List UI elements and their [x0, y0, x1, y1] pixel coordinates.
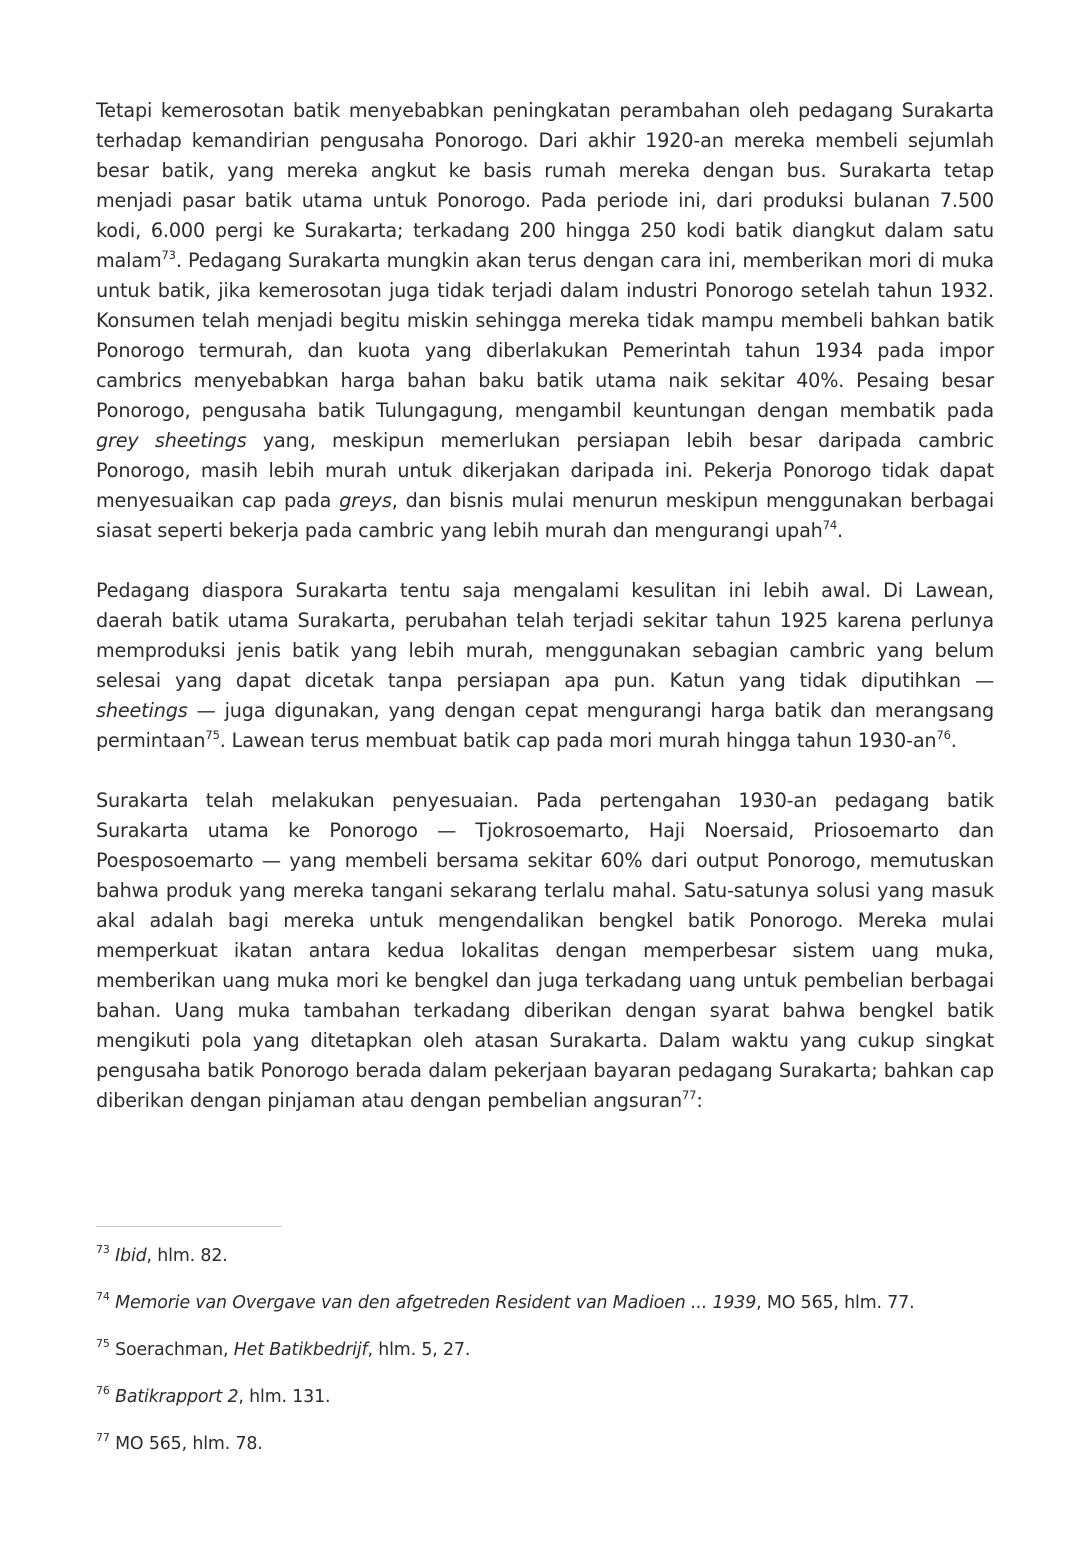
text-run: . Lawean terus membuat batik cap pada mori murah hingga tahun 1930-an — [219, 729, 937, 752]
footnote-75 — [96, 1337, 994, 1363]
italic-text: greys — [339, 489, 392, 512]
text-run: Surakarta telah melakukan penyesuaian. Pada pertengahan 1930-an pedagang batik Surakarta utama ke Ponorogo — Tjokrosoemarto, Haji Noersaid, Priosoemarto dan Poesposoemarto — yang membeli bersama sekitar 60% dari output Ponorogo, memutuskan bahwa produk yang mereka tangani sekarang terlalu mahal. Satu-satunya solusi yang masuk akal adalah bagi mereka untuk mengendalikan bengkel batik Ponorogo. Mereka mulai memperkuat ikatan antara kedua lokalitas dengan memperbesar sistem uang muka, memberikan uang muka mori ke bengkel dan juga terkadang uang untuk pembelian berbagai bahan. Uang muka tambahan terkadang diberikan dengan syarat bahwa bengkel batik mengikuti pola yang ditetapkan oleh atasan Surakarta. Dalam waktu yang cukup singkat pengusaha batik Ponorogo berada dalam pekerjaan bayaran pedagang Surakarta; bahkan cap diberikan dengan pinjaman atau dengan pembelian angsuran — [96, 789, 994, 1112]
footnote-73 — [96, 1243, 994, 1269]
footnote-marker: 75 — [205, 727, 220, 742]
footnote-marker: 76 — [936, 727, 951, 742]
italic-text: Het Batikbedrijf — [233, 1340, 368, 1360]
italic-text: grey sheetings — [96, 429, 247, 452]
footnote-marker: 74 — [96, 1290, 110, 1304]
text-run: Soerachman, — [109, 1340, 234, 1360]
footnote-marker: 73 — [96, 1243, 110, 1257]
italic-text: sheetings — [96, 699, 188, 722]
footnote-marker: 74 — [822, 517, 838, 532]
text-run: yang, meskipun memerlukan persiapan lebih besar daripada cambric Ponorogo, masih lebih murah untuk dikerjakan daripada ini. Pekerja Ponorogo tidak dapat menyesuaikan cap pada — [96, 429, 994, 512]
text-run: , hlm. 82. — [146, 1246, 228, 1266]
text-run: , MO 565, hlm. 77. — [756, 1293, 915, 1313]
footnotes — [96, 1243, 994, 1478]
text-run: , hlm. 5, 27. — [367, 1340, 471, 1360]
text-run: . — [950, 729, 957, 752]
text-run: . — [837, 519, 843, 542]
footnote-77 — [96, 1431, 994, 1457]
footnote-marker: 73 — [161, 247, 176, 262]
footnote-74 — [96, 1290, 994, 1316]
footnote-divider — [96, 1226, 282, 1227]
text-run: , hlm. 131. — [238, 1387, 331, 1407]
document-body — [96, 96, 994, 1116]
text-run: — juga digunakan, yang dengan cepat mengurangi harga batik dan merangsang permintaan — [96, 699, 994, 752]
paragraph-3 — [96, 786, 994, 1116]
text-run: Tetapi kemerosotan batik menyebabkan peningkatan perambahan oleh pedagang Surakarta terhadap kemandirian pengusaha Ponorogo. Dari akhir 1920-an mereka membeli sejumlah besar batik, yang mereka angkut ke basis rumah mereka dengan bus. Surakarta tetap menjadi pasar batik utama untuk Ponorogo. Pada periode ini, dari produksi bulanan 7.500 kodi, 6.000 pergi ke Surakarta; terkadang 200 hingga 250 kodi batik diangkut dalam satu malam — [96, 99, 994, 272]
footnote-marker: 75 — [96, 1337, 110, 1351]
footnote-marker: 77 — [681, 1087, 697, 1102]
footnote-76 — [96, 1384, 994, 1410]
text-run: : — [696, 1089, 703, 1112]
paragraph-1 — [96, 96, 994, 546]
text-run: , dan bisnis mulai menurun meskipun menggunakan berbagai siasat seperti bekerja pada cambric yang lebih murah dan mengurangi upah — [96, 489, 995, 542]
footnote-marker: 76 — [96, 1384, 110, 1398]
paragraph-2 — [96, 576, 994, 756]
footnote-marker: 77 — [96, 1431, 110, 1445]
text-run: MO 565, hlm. 78. — [109, 1434, 263, 1454]
italic-text: Memorie van Overgave van den afgetreden Resident van Madioen ... 1939 — [115, 1293, 757, 1313]
italic-text: Ibid — [115, 1246, 147, 1266]
text-run: . Pedagang Surakarta mungkin akan terus dengan cara ini, memberikan mori di muka untuk batik, jika kemerosotan juga tidak terjadi dalam industri Ponorogo setelah tahun 1932. Konsumen telah menjadi begitu miskin sehingga mereka tidak mampu membeli bahkan batik Ponorogo termurah, dan kuota yang diberlakukan Pemerintah tahun 1934 pada impor cambrics menyebabkan harga bahan baku batik utama naik sekitar 40%. Pesaing besar Ponorogo, pengusaha batik Tulungagung, mengambil keuntungan dengan membatik pada — [96, 249, 994, 422]
text-run: Pedagang diaspora Surakarta tentu saja mengalami kesulitan ini lebih awal. Di Lawean, daerah batik utama Surakarta, perubahan telah terjadi sekitar tahun 1925 karena perlunya memproduksi jenis batik yang lebih murah, menggunakan sebagian cambric yang belum selesai yang dapat dicetak tanpa persiapan apa pun. Katun yang tidak diputihkan — — [96, 579, 994, 692]
italic-text: Batikrapport 2 — [115, 1387, 239, 1407]
